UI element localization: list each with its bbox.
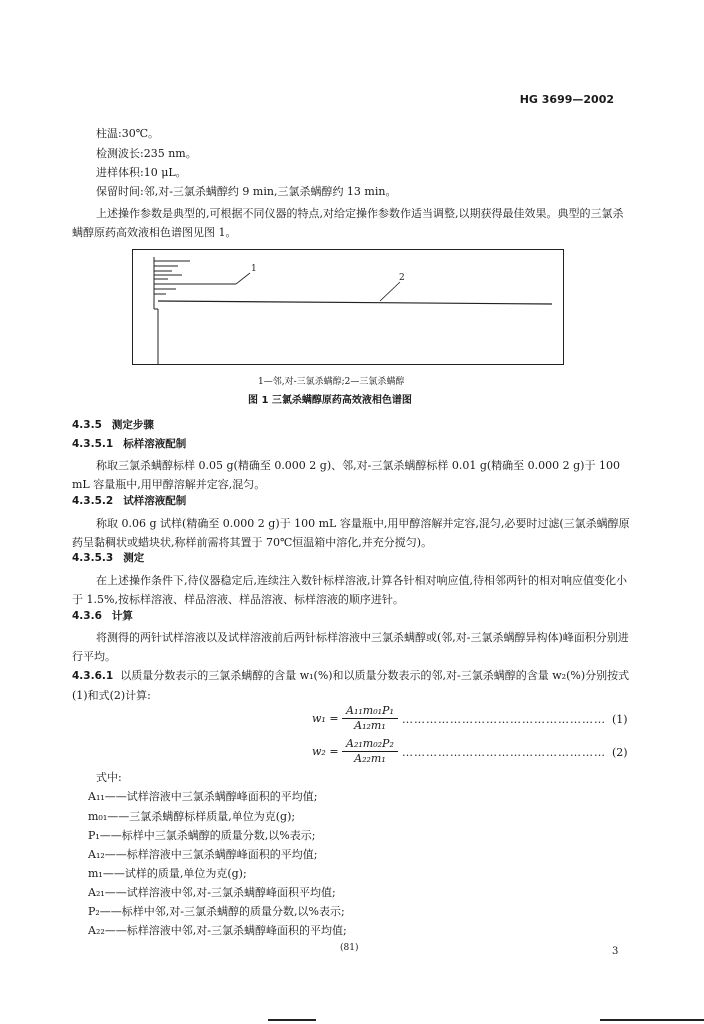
section-4-3-5-3: 4.3.5.3 测定: [72, 552, 145, 564]
variable-m01: m₀₁——三氯杀螨醇标样质量,单位为克(g);: [88, 810, 296, 823]
paragraph-4-3-5-3: 在上述操作条件下,待仪器稳定后,连续注入数针标样溶液,计算各针相对响应值,待相邻两针的相对响应值变化小于 1.5%,按标样溶液、样品溶液、样品溶液、标样溶液的顺序进针。: [72, 574, 627, 606]
equation-1-number: (1): [612, 713, 628, 726]
equation-1: w₁ = $\frac{\text{A₁₁m₀₁P₁}}{\text{A₁₂m₁}}$: [312, 704, 398, 734]
paragraph-4-3-6: 将测得的两针试样溶液以及试样溶液前后两针标样溶液中三氯杀螨醇或(邻,对-三氯杀螨醇异构体)峰面积分别进行平均。: [72, 631, 629, 663]
variable-a21: A₂₁——试样溶液中邻,对-三氯杀螨醇峰面积平均值;: [88, 886, 336, 899]
intro-text: 上述操作参数是典型的,可根据不同仪器的特点,对给定操作参数作适当调整,以期获得最佳效果。典型的三氯杀螨醇原药高效液相色谱图见图 1。: [72, 207, 624, 239]
equation-2-number: (2): [612, 746, 628, 759]
section-4-3-5-1: 4.3.5.1 标样溶液配制: [72, 438, 187, 450]
leader-2: [380, 282, 400, 301]
variable-p2: P₂——标样中邻,对-三氯杀螨醇的质量分数,以%表示;: [88, 905, 345, 918]
equation-1-leader: ……………………………………………: [402, 713, 606, 726]
condition-column-temp: 柱温:30℃。: [96, 127, 160, 140]
paragraph-4-3-5-1: 称取三氯杀螨醇标样 0.05 g(精确至 0.000 2 g)、邻,对-三氯杀螨醇标样 0.01 g(精确至 0.000 2 g)于 100 mL 容量瓶中,用甲醇溶解并定容,混匀。: [72, 459, 620, 491]
equation-2: w₂ = $\frac{\text{A₂₁m₀₂P₂}}{\text{A₂₂m₁}}$: [312, 737, 398, 767]
where-label: 式中:: [96, 771, 122, 784]
variable-a11: A₁₁——试样溶液中三氯杀螨醇峰面积的平均值;: [88, 790, 318, 803]
variable-m1: m₁——试样的质量,单位为克(g);: [88, 867, 247, 880]
figure-legend: 1—邻,对-三氯杀螨醇;2—三氯杀螨醇: [258, 377, 405, 387]
scan-edge-mark: [600, 1019, 704, 1021]
variable-p1: P₁——标样中三氯杀螨醇的质量分数,以%表示;: [88, 829, 316, 842]
section-4-3-5-2: 4.3.5.2 试样溶液配制: [72, 495, 187, 507]
leader-1: [236, 273, 250, 284]
peak-label-2: 2: [399, 273, 405, 283]
intro-paragraph: [72, 204, 632, 242]
condition-injection-volume: 进样体积:10 μL。: [96, 166, 187, 179]
condition-wavelength: 检测波长:235 nm。: [96, 147, 197, 160]
variable-a22: A₂₂——标样溶液中邻,对-三氯杀螨醇峰面积的平均值;: [88, 924, 347, 937]
paragraph-4-3-6-1: 4.3.6.1 以质量分数表示的三氯杀螨醇的含量 w₁(%)和以质量分数表示的邻,对-三氯杀螨醇的含量 w₂(%)分别按式(1)和式(2)计算:: [72, 669, 630, 702]
page-number: 3: [612, 946, 619, 957]
peak-2-trace: [158, 301, 552, 304]
equation-2-leader: ……………………………………………: [402, 746, 606, 759]
section-4-3-6: 4.3.6 计算: [72, 610, 133, 622]
condition-retention-time: 保留时间:邻,对-三氯杀螨醇约 9 min,三氯杀螨醇约 13 min。: [96, 185, 397, 198]
standard-code: HG 3699—2002: [519, 93, 614, 106]
variable-a12: A₁₂——标样溶液中三氯杀螨醇峰面积的平均值;: [88, 848, 318, 861]
section-4-3-5: 4.3.5 测定步骤: [72, 419, 154, 431]
figure-caption: 图 1 三氯杀螨醇原药高效液相色谱图: [248, 395, 412, 406]
scan-edge-mark: [268, 1019, 316, 1021]
paragraph-4-3-5-2: 称取 0.06 g 试样(精确至 0.000 2 g)于 100 mL 容量瓶中,用甲醇溶解并定容,混匀,必要时过滤(三氯杀螨醇原药呈黏稠状或蜡块状,称样前需将其置于 70℃恒温箱中溶化,并充分搅匀)。: [72, 517, 630, 549]
chromatogram-figure: [132, 249, 564, 365]
chart-frame: [133, 250, 564, 365]
footer-sequence: (81): [340, 943, 359, 953]
peak-label-1: 1: [251, 264, 257, 274]
